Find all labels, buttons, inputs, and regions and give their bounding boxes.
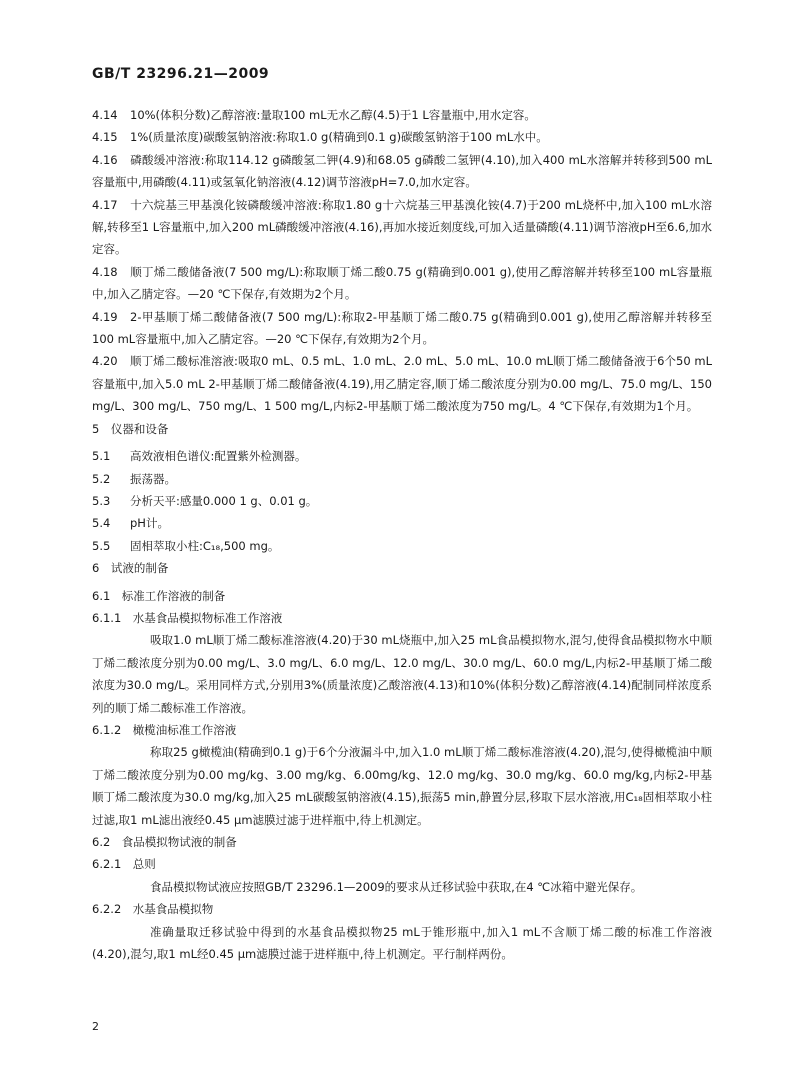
clause-number: 4.20 bbox=[92, 354, 118, 369]
clause-text: 2-甲基顺丁烯二酸储备液(7 500 mg/L):称取2-甲基顺丁烯二酸0.75 g(精确到0.001 g),使用乙醇溶解并转移至100 mL容量瓶中,加入乙腈定容。—20 ℃下保存,有效期为2个月。 bbox=[92, 309, 712, 347]
subsection-6-2-title: 6.2 食品模拟物试液的制备 bbox=[92, 835, 237, 849]
section-6-title: 6 试液的制备 bbox=[92, 561, 169, 576]
clause-5-5 bbox=[92, 535, 712, 557]
clause-number: 5.1 bbox=[92, 449, 111, 464]
clause-text: 高效液相色谱仪:配置紫外检测器。 bbox=[130, 449, 307, 464]
subsection-6-2-1-title: 6.2.1 总则 bbox=[92, 857, 156, 872]
clause-text: 顺丁烯二酸储备液(7 500 mg/L):称取顺丁烯二酸0.75 g(精确到0.001 g),使用乙醇溶解并转移至100 mL容量瓶中,加入乙腈定容。—20 ℃下保存,有效期为2个月。 bbox=[92, 264, 712, 302]
clause-number: 5.5 bbox=[92, 538, 111, 553]
clause-4-17 bbox=[92, 194, 712, 261]
clause-4-15 bbox=[92, 126, 712, 148]
clause-4-19 bbox=[92, 306, 712, 351]
clause-number: 5.2 bbox=[92, 471, 111, 486]
clause-text: 固相萃取小柱:C₁₈,500 mg。 bbox=[130, 538, 280, 553]
subsection-6-1-1-title: 6.1.1 水基食品模拟物标准工作溶液 bbox=[92, 610, 283, 625]
subsection-6-2-2-title: 6.2.2 水基食品模拟物 bbox=[92, 902, 214, 917]
clause-text: pH计。 bbox=[130, 516, 169, 531]
clause-4-20 bbox=[92, 350, 712, 417]
clause-text: 顺丁烯二酸标准溶液:吸取0 mL、0.5 mL、1.0 mL、2.0 mL、5.0 mL、10.0 mL顺丁烯二酸储备液于6个50 mL容量瓶中,加入5.0 mL 2-甲基顺丁烯二酸储备液(4.19),用乙腈定容,顺丁烯二酸浓度分别为0.00 mg/L、75.0 mg/L、150 mg/L、300 mg/L、750 mg/L、1 500 mg/L,内标2-甲基顺丁烯二酸浓度为750 mg/L。4 ℃下保存,有效期为1个月。 bbox=[92, 354, 712, 414]
clause-number: 4.17 bbox=[92, 197, 118, 212]
standard-header: GB/T 23296.21—2009 bbox=[92, 66, 270, 82]
clause-5-2 bbox=[92, 468, 712, 490]
clause-number: 4.18 bbox=[92, 264, 118, 279]
subsection-6-1-title: 6.1 标准工作溶液的制备 bbox=[92, 588, 226, 603]
clause-number: 4.14 bbox=[92, 108, 118, 122]
section-5-title: 5 仪器和设备 bbox=[92, 421, 169, 436]
clause-number: 4.19 bbox=[92, 309, 118, 324]
page-number: 2 bbox=[92, 1020, 99, 1033]
clause-number: 5.3 bbox=[92, 493, 111, 508]
clause-text: 十六烷基三甲基溴化铵磷酸缓冲溶液:称取1.80 g十六烷基三甲基溴化铵(4.7)于200 mL烧杯中,加入100 mL水溶解,转移至1 L容量瓶中,加入200 mL磷酸缓冲溶液(4.16),再加水接近刻度线,可加入适量磷酸(4.11)调节溶液pH至6.6,加水定容。 bbox=[92, 197, 712, 257]
clause-text: 10%(体积分数)乙醇溶液:量取100 mL无水乙醇(4.5)于1 L容量瓶中,用水定容。 bbox=[130, 108, 536, 122]
clause-4-14 bbox=[92, 104, 712, 126]
subsection-6-1-1-text: 吸取1.0 mL顺丁烯二酸标准溶液(4.20)于30 mL烧瓶中,加入25 mL食品模拟物水,混匀,使得食品模拟物水中顺丁烯二酸浓度分别为0.00 mg/L、3.0 mg/L、6.0 mg/L、12.0 mg/L、30.0 mg/L、60.0 mg/L,内标2-甲基顺丁烯二酸浓度为30.0 mg/L。采用同样方式,分别用3%(质量浓度)乙酸溶液(4.13)和10%(体积分数)乙醇溶液(4.14)配制同样浓度系列的顺丁烯二酸标准工作溶液。 bbox=[92, 633, 712, 715]
clause-text: 磷酸缓冲溶液:称取114.12 g磷酸氢二钾(4.9)和68.05 g磷酸二氢钾(4.10),加入400 mL水溶解并转移到500 mL容量瓶中,用磷酸(4.11)或氢氧化钠溶液(4.12)调节溶液pH=7.0,加水定容。 bbox=[92, 152, 712, 190]
clause-number: 4.16 bbox=[92, 152, 118, 167]
clause-5-4 bbox=[92, 512, 712, 534]
clause-4-18 bbox=[92, 261, 712, 306]
clause-number: 5.4 bbox=[92, 516, 111, 531]
clause-5-1 bbox=[92, 445, 712, 467]
clause-4-16 bbox=[92, 149, 712, 194]
clause-text: 振荡器。 bbox=[130, 471, 176, 486]
clause-5-3 bbox=[92, 490, 712, 512]
subsection-6-2-1-text: 食品模拟物试液应按照GB/T 23296.1—2009的要求从迁移试验中获取,在4 ℃冰箱中避光保存。 bbox=[150, 879, 643, 894]
clause-text: 1%(质量浓度)碳酸氢钠溶液:称取1.0 g(精确到0.1 g)碳酸氢钠溶于100 mL水中。 bbox=[130, 130, 548, 145]
subsection-6-2-2-text: 准确量取迁移试验中得到的水基食品模拟物25 mL于锥形瓶中,加入1 mL不含顺丁烯二酸的标准工作溶液(4.20),混匀,取1 mL经0.45 μm滤膜过滤于进样瓶中,待上机测定。平行制样两份。 bbox=[92, 924, 712, 962]
clause-number: 4.15 bbox=[92, 130, 118, 145]
clause-text: 分析天平:感量0.000 1 g、0.01 g。 bbox=[130, 493, 318, 508]
subsection-6-1-2-title: 6.1.2 橄榄油标准工作溶液 bbox=[92, 722, 237, 737]
subsection-6-1-2-text: 称取25 g橄榄油(精确到0.1 g)于6个分液漏斗中,加入1.0 mL顺丁烯二酸标准溶液(4.20),混匀,使得橄榄油中顺丁烯二酸浓度分别为0.00 mg/kg、3.00 mg/kg、6.00mg/kg、12.0 mg/kg、30.0 mg/kg、60.0 mg/kg,内标2-甲基顺丁烯二酸浓度为30.0 mg/kg,加入25 mL碳酸氢钠溶液(4.15),振荡5 min,静置分层,移取下层水溶液,用C₁₈固相萃取小柱过滤,取1 mL滤出液经0.45 μm滤膜过滤于进样瓶中,待上机测定。 bbox=[92, 745, 712, 827]
document-body bbox=[92, 104, 712, 965]
